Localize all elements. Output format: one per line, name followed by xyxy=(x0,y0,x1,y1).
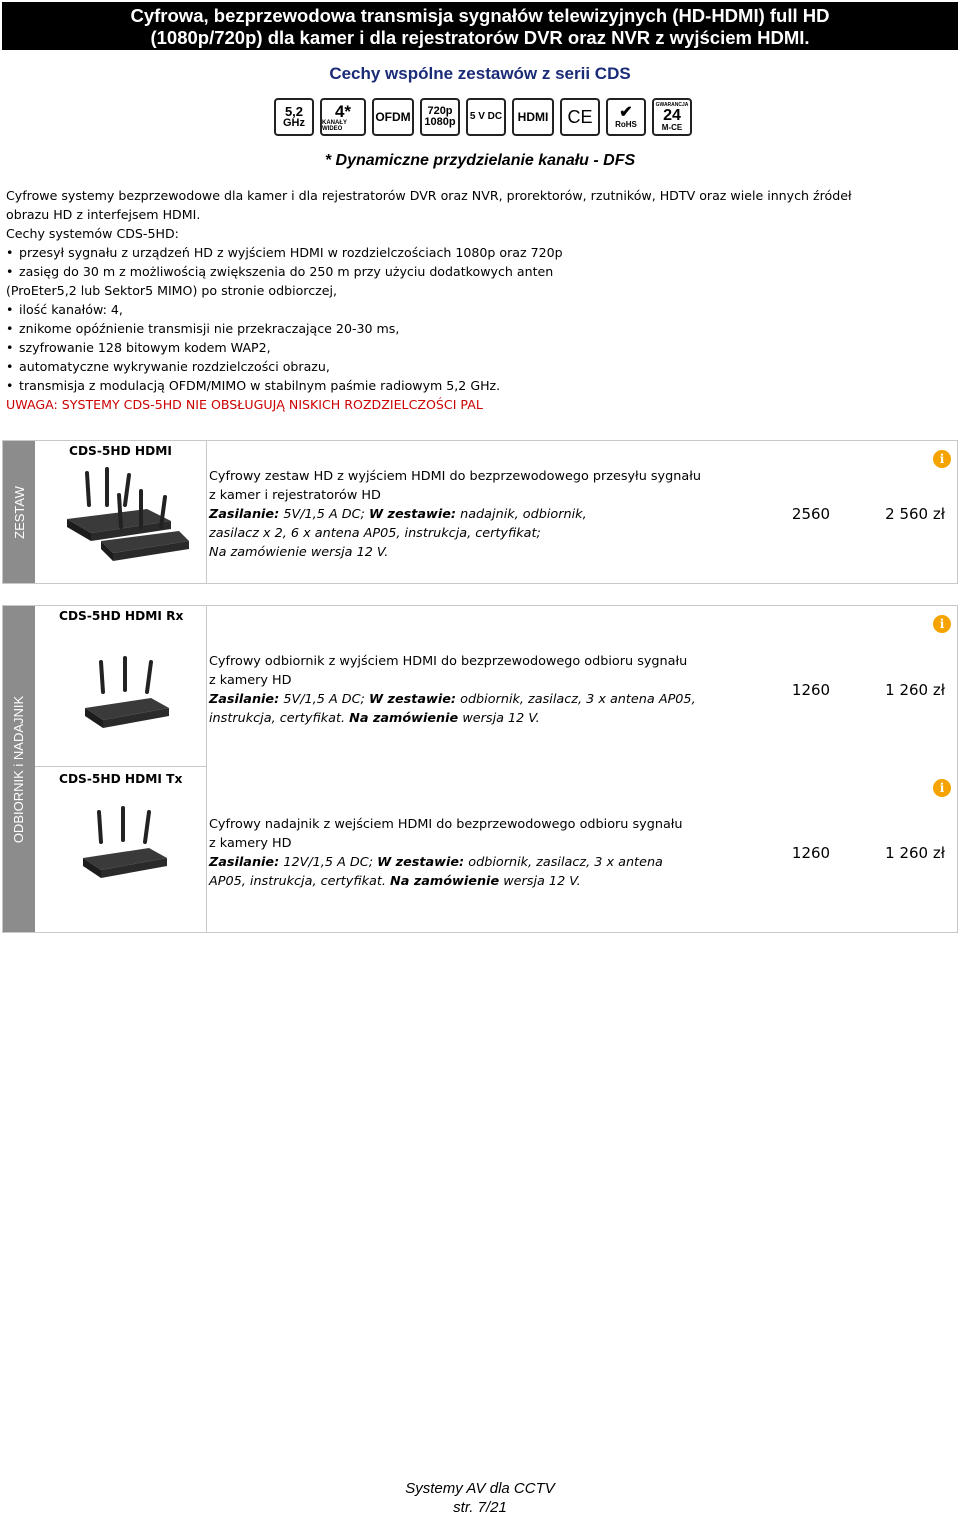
product-price: 2 560 zł xyxy=(885,505,945,523)
feature-bullet-continuation: (ProEter5,2 lub Sektor5 MIMO) po stronie odbiorczej, xyxy=(6,283,337,298)
warranty-icon: GWARANCJA 24 M-CE xyxy=(652,98,692,136)
feature-bullet: • transmisja z modulacją OFDM/MIMO w stabilnym paśmie radiowym 5,2 GHz. xyxy=(6,376,954,395)
feature-bullet: • szyfrowanie 128 bitowym kodem WAP2, xyxy=(6,338,954,357)
receiver-device-image xyxy=(81,656,171,730)
info-icon[interactable]: i xyxy=(933,779,951,797)
power-icon: 5 V DC xyxy=(466,98,506,136)
info-icon[interactable]: i xyxy=(933,615,951,633)
intro-paragraph-line2: obrazu HD z interfejsem HDMI. xyxy=(6,207,201,222)
ce-icon: CE xyxy=(560,98,600,136)
product-description: Cyfrowy nadajnik z wejściem HDMI do bezprzewodowego odbioru sygnału z kamery HD Zasilanie: 12V/1,5 A DC; W zestawie: odbiornik, zasilacz, 3 x antena AP05, instrukcja, certyfikat. Na zamówienie wersja 12 V. xyxy=(209,817,683,889)
product-name: CDS-5HD HDMI Tx xyxy=(59,772,183,786)
footer-title: Systemy AV dla CCTV xyxy=(405,1480,555,1497)
rx-tx-side-label: ODBIORNIK i NADAJNIK xyxy=(3,606,35,932)
product-code: 2560 xyxy=(791,505,831,523)
series-subtitle: Cechy wspólne zestawów z serii CDS xyxy=(329,64,631,83)
feature-bullet: • automatyczne wykrywanie rozdzielczości obrazu, xyxy=(6,357,954,376)
feature-bullet: • zasięg do 30 m z możliwością zwiększenia do 250 m przy użyciu dodatkowych anten xyxy=(6,262,954,281)
feature-bullet: • przesył sygnału z urządzeń HD z wyjściem HDMI w rozdzielczościach 1080p oraz 720p xyxy=(6,243,954,262)
set-table xyxy=(2,440,958,584)
feature-bullet: • znikome opóźnienie transmisji nie przekraczające 20-30 ms, xyxy=(6,319,954,338)
frequency-icon: 5,2 GHz xyxy=(274,98,314,136)
product-price: 1 260 zł xyxy=(885,844,945,862)
header-title-line1: Cyfrowa, bezprzewodowa transmisja sygnałów telewizyjnych (HD-HDMI) full HD xyxy=(130,5,830,26)
product-code: 1260 xyxy=(791,681,831,699)
set-side-label: ZESTAW xyxy=(3,441,35,583)
page-header xyxy=(2,2,958,50)
product-price: 1 260 zł xyxy=(885,681,945,699)
features-title: Cechy systemów CDS-5HD: xyxy=(6,226,179,241)
pal-warning: UWAGA: SYSTEMY CDS-5HD NIE OBSŁUGUJĄ NISKICH ROZDZIELCZOŚCI PAL xyxy=(6,397,483,412)
info-icon[interactable]: i xyxy=(933,450,951,468)
feature-icons-row xyxy=(274,98,692,138)
receiver-transmitter-table xyxy=(2,605,958,933)
hdmi-icon: HDMI xyxy=(512,98,554,136)
header-title-line2: (1080p/720p) dla kamer i dla rejestratorów DVR oraz NVR z wyjściem HDMI. xyxy=(150,27,810,48)
product-code: 1260 xyxy=(791,844,831,862)
channels-icon: 4* KANAŁY WIDEO xyxy=(320,98,366,136)
wireless-set-device-image xyxy=(61,465,191,565)
page-number: str. 7/21 xyxy=(453,1499,507,1516)
product-name: CDS-5HD HDMI xyxy=(69,444,172,458)
product-description: Cyfrowy odbiornik z wyjściem HDMI do bezprzewodowego odbioru sygnału z kamery HD Zasilanie: 5V/1,5 A DC; W zestawie: odbiornik, zasilacz, 3 x antena AP05, instrukcja, certyfikat. Na zamówienie wersja 12 V. xyxy=(209,654,696,726)
product-name: CDS-5HD HDMI Rx xyxy=(59,609,184,623)
dfs-note: * Dynamiczne przydzielanie kanału - DFS xyxy=(324,152,636,169)
intro-section xyxy=(6,186,954,414)
ofdm-icon: OFDM xyxy=(372,98,414,136)
rohs-icon: ✔ RoHS xyxy=(606,98,646,136)
intro-paragraph-line1: Cyfrowe systemy bezprzewodowe dla kamer i dla rejestratorów DVR oraz NVR, prorektorów, rzutników, HDTV oraz wiele innych źródeł xyxy=(6,188,852,203)
feature-bullet: • ilość kanałów: 4, xyxy=(6,300,954,319)
transmitter-device-image xyxy=(79,806,169,880)
product-description: Cyfrowy zestaw HD z wyjściem HDMI do bezprzewodowego przesyłu sygnału z kamer i rejestratorów HD Zasilanie: 5V/1,5 A DC; W zestawie: nadajnik, odbiornik, zasilacz x 2, 6 x antena AP05, instrukcja, certyfikat; Na zamówienie wersja 12 V. xyxy=(209,469,701,560)
resolution-icon: 720p 1080p xyxy=(420,98,460,136)
